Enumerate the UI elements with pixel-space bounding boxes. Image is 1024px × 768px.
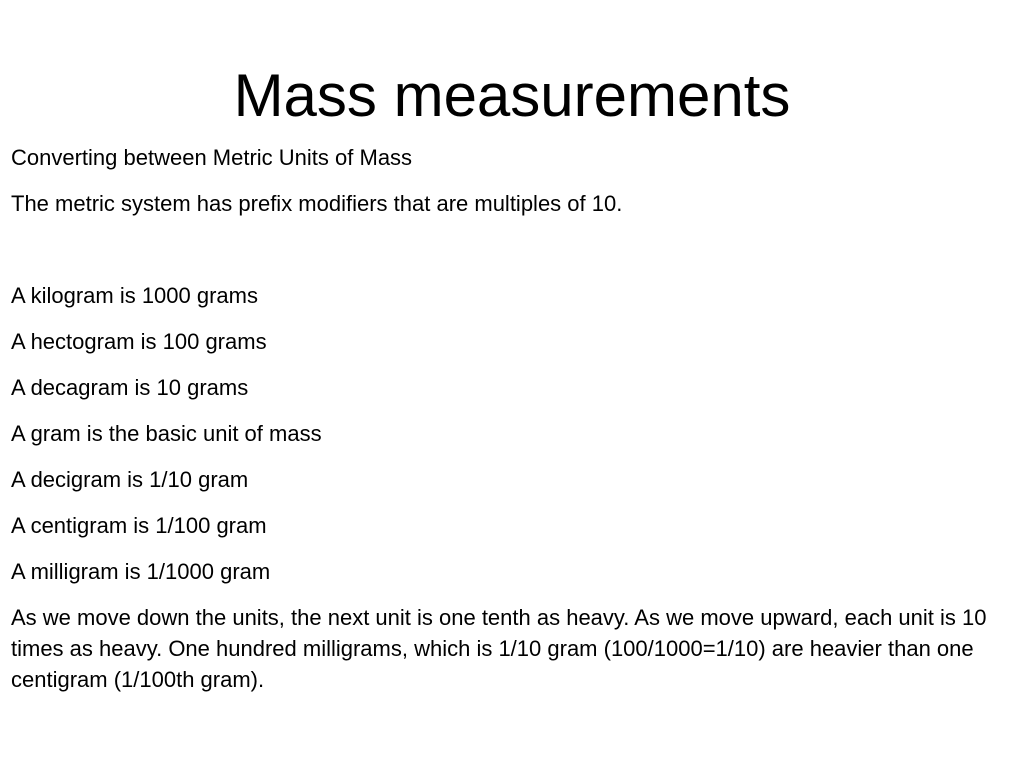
- intro-line: The metric system has prefix modifiers that are multiples of 10.: [11, 191, 623, 216]
- milligram-line: A milligram is 1/1000 gram: [11, 559, 271, 584]
- decagram-line: A decagram is 10 grams: [11, 375, 249, 400]
- explanation-paragraph: As we move down the units, the next unit is one tenth as heavy. As we move upward, each unit is 10 times as heavy. One hundred milligrams, which is 1/10 gram (100/1000=1/10) are heavier than one centigram (1/100th gram).: [11, 605, 987, 692]
- gram-line: A gram is the basic unit of mass: [11, 421, 322, 446]
- slide-body: [11, 142, 1001, 710]
- decigram-line: A decigram is 1/10 gram: [11, 467, 249, 492]
- kilogram-line: A kilogram is 1000 grams: [11, 283, 258, 308]
- centigram-line: A centigram is 1/100 gram: [11, 513, 267, 538]
- subtitle-line: Converting between Metric Units of Mass: [11, 145, 413, 170]
- hectogram-line: A hectogram is 100 grams: [11, 329, 267, 354]
- slide-title: Mass measurements: [233, 62, 791, 129]
